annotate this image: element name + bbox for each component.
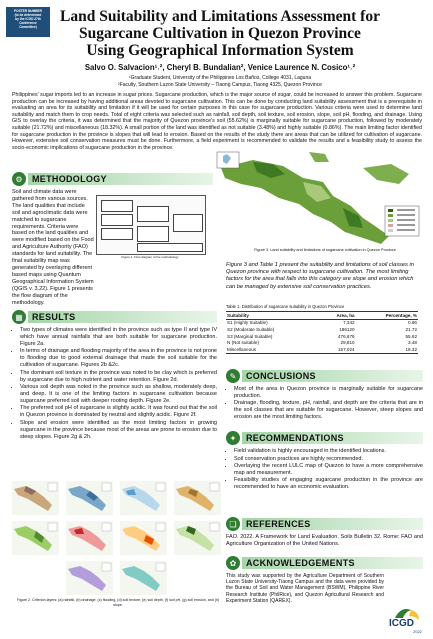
results-title: RESULTS bbox=[28, 311, 217, 323]
flow-caption: Figure 1. Flow diagram of the methodology bbox=[121, 255, 179, 259]
poster-number-badge: POSTER NUMBER (to be determined by the ICGD 27th Conference Committee) bbox=[6, 7, 50, 37]
references-header bbox=[226, 516, 423, 532]
map-caption: Figure 3. Land suitability and limitations of sugarcane cultivation in Quezon Province bbox=[254, 248, 396, 252]
criterion-map-soil-ph bbox=[66, 521, 113, 555]
table-row: N (Not suitable) 29,810 3.48 bbox=[227, 340, 417, 346]
table-row: S1 (Highly Suitable) 7,342 0.86 bbox=[227, 320, 417, 326]
conclusions-header bbox=[226, 368, 423, 384]
chart-icon: ▦ bbox=[12, 310, 26, 324]
references-text: FAO. 2022. A Framework for Land Evaluation. Soils Bulletin 32. Rome: FAO and Agriculture Organization of the United Nations. bbox=[226, 534, 423, 547]
conference-logo bbox=[385, 604, 429, 634]
checklist-icon: ✎ bbox=[226, 369, 240, 383]
criterion-map-soil-texture bbox=[174, 481, 221, 515]
table-header: Area, ha bbox=[318, 312, 356, 320]
logo-text: ICGD bbox=[389, 618, 414, 629]
acknowledgements-title: ACKNOWLEDGEMENTS bbox=[242, 557, 423, 569]
table-header: Suitability bbox=[226, 312, 318, 320]
affiliations: ¹Graduate Student, University of the Philippines Los Baños, College 4031, Laguna ²Faculty, Southern Luzon State University – Tiaong Campus, Tiaong 4325, Quezon Province bbox=[118, 75, 322, 88]
list-item: • The preferred soil pH of sugarcane is slightly acidic. It was found out that the soil in Quezon province is dominated by neutral and slightly acidic. Figure 2f. bbox=[20, 405, 217, 419]
book-icon: ❏ bbox=[226, 517, 240, 531]
results-header bbox=[12, 309, 217, 325]
list-item: • Two types of climates were identified in the province such as type II and type IV which have annual rainfalls that are both suitable for sugarcane production. Figure 2a. bbox=[20, 327, 217, 348]
list-item: • The dominant soil texture in the province was noted to be clay which is preferred by sugarcane due to high nutrient and water retention. Figure 2d. bbox=[20, 370, 217, 384]
lightbulb-icon: ✦ bbox=[226, 431, 240, 445]
criterion-map-flooding bbox=[120, 481, 167, 515]
figure3-description: Figure 3 and Table 1 present the suitability and limitations of soil classes in Quezon province with respect to sugarcane cultivation. The most limiting factors for the area that falls into this category are slope and erosion which can be managed by extensive soil conservation practices. bbox=[226, 262, 414, 290]
logo-subtext: 2022 bbox=[413, 629, 422, 634]
criterion-map-rainfall bbox=[12, 481, 59, 515]
methodology-title: METHODOLOGY bbox=[28, 173, 217, 185]
recommendations-text bbox=[226, 448, 423, 492]
table-header: Percentage, % bbox=[356, 312, 418, 320]
suitability-table bbox=[226, 311, 418, 354]
list-item: • In terms of drainage and flooding majority of the area in the province is not prone to flooding due to good external drainage that made the soil suitable for the cultivation of sugarcane. Figures 2b &2c. bbox=[20, 348, 217, 369]
criterion-map-soil-depth bbox=[12, 521, 59, 555]
table-row: S3 (Marginal Suitable) 476,676 55.62 bbox=[227, 333, 417, 339]
conclusions-text bbox=[226, 386, 423, 422]
list-item: • Overlaying the recent LULC map of Quezon to have a more comprehensive map and measurement. bbox=[234, 463, 423, 477]
conclusions-title: CONCLUSIONS bbox=[242, 370, 423, 382]
criterion-map-extra bbox=[66, 561, 113, 595]
list-item: • Drainage, flooding, texture, pH, rainfall, and depth are the criteria that are in the soil classes that are suitable for sugarcane. However, steep slopes and erosion are the most limiting factors. bbox=[234, 400, 423, 421]
list-item: • Field validation is highly encouraged in the identified locations. bbox=[234, 448, 423, 455]
table-caption: Table 1. Distribution of sugarcane suitability in Quezon Province bbox=[226, 304, 345, 309]
criterion-map-extra bbox=[120, 561, 167, 595]
abstract: Philippines' sugar imports led to an increase in sugar prices. Sugarcane production, which is the major source of sugar, could be increased to answer this problem. Sugarcane production can be increased by having additional areas devoted to sugarcane cultivation. This can be done by conducting land suitability assessment that is a prerequisite in evaluating an area for its suitability and limitation if it will be used for certain purposes in this case for sugarcane production. Various criteria were used to determine land suitability and match them to crop needs. Total of eight criteria was selected such as rainfall, soil depth, soil texture, soil erosion, slope, soil pH, flooding, and drainage. Using GIS to overlay the criteria, it was determined that the majority of Quezon province's soil (55.62%) is marginally suitable for sugarcane production, followed by moderately suitable (21.72%) and miscellaneous (18.32%). A small portion of the land was identified as not suitable (3.48%) and highly suitable (0.86%). The main limiting factor identified for sugarcane production in the province is slopes that will lead to erosion. Based on the results of the study there are areas that can be utilized for cultivation of sugarcane. However, extensive soil conservation measures must be done. Furthermore, a field experiment is recommended to validate the results and a feasibility study to assess the socio-economic implications of sugarcane production in the province. bbox=[12, 92, 422, 151]
authors: Salvo O. Salvacion¹˒², Cheryl B. Bundalian², Venice Laurence N. Cosico¹˒² bbox=[84, 63, 356, 72]
acknowledgements-text: This study was supported by the Agriculture Department of Southern Luzon State University-Tiaong Campus and the data were provided by the Bureau of Soil and Water Management (BSWM), Philippine River Research Institute (PhilRice), and Quezon Agricultural Research and Experiment Station (QAREX). bbox=[226, 573, 384, 604]
list-item: • Most of the area in Quezon province is marginally suitable for sugarcane production. bbox=[234, 386, 423, 400]
poster-title: Land Suitability and Limitations Assessment for Sugarcane Cultivation in Quezon Province Using Geographical Information System bbox=[60, 8, 380, 59]
table-row: S2 (Moderate Suitable) 186120 21.72 bbox=[227, 326, 417, 332]
gear-icon: ⚙ bbox=[12, 172, 26, 186]
references-title: REFERENCES bbox=[242, 518, 423, 530]
results-text bbox=[12, 327, 217, 441]
recommendations-title: RECOMMENDATIONS bbox=[242, 432, 423, 444]
criterion-map-drainage bbox=[66, 481, 113, 515]
gallery-caption: Figure 2. Criterion layers: (a) rainfall, (b) drainage, (c) flooding, (d) soil texture, (e) soil depth, (f) soil pH, (g) soil erosion, and (h) slope. bbox=[16, 598, 220, 607]
recommendations-header bbox=[226, 430, 423, 446]
methodology-text: Soil and climate data were gathered from various sources. The land qualities that include soil and agroclimatic data were matched to sugarcane requirements. Criteria were based on the land qualities and were modified based on the Food and Agriculture Authority (FAO) standards for land suitability. The final suitability map was generated by overlaying different based maps using Quantum Geographical Information System (QGIS v. 3.22). Figure 1 presents the flow diagram of the methodology. bbox=[12, 189, 94, 306]
methodology-header bbox=[12, 171, 217, 187]
suitability-map bbox=[213, 148, 423, 252]
criterion-map-erosion bbox=[120, 521, 167, 555]
acknowledgements-header bbox=[226, 555, 423, 571]
criterion-maps-gallery bbox=[12, 481, 222, 597]
table-row: Miscellaneous 157,024 18.32 bbox=[227, 346, 417, 352]
flow-diagram bbox=[96, 195, 206, 255]
list-item: • Various soil depth was noted in the province such as shallow, moderately deep, and deep. It is one of the limiting factors in sugarcane cultivation because sugarcane preferred soil with deeper rooting depth. Figure 2e. bbox=[20, 384, 217, 405]
criterion-map-slope bbox=[174, 521, 221, 555]
list-item: • Feasibility studies of engaging sugarcane production in the province are recommended to have an economic evaluation. bbox=[234, 477, 423, 491]
handshake-icon: ✿ bbox=[226, 556, 240, 570]
list-item: • Slope and erosion were identified as the most limiting factors in growing sugarcane in the province because most of the areas are prone to erosion due to steep slopes. Figure 2g & 2h. bbox=[20, 420, 217, 441]
list-item: • Soil conservation practices are highly recommended. bbox=[234, 456, 423, 463]
